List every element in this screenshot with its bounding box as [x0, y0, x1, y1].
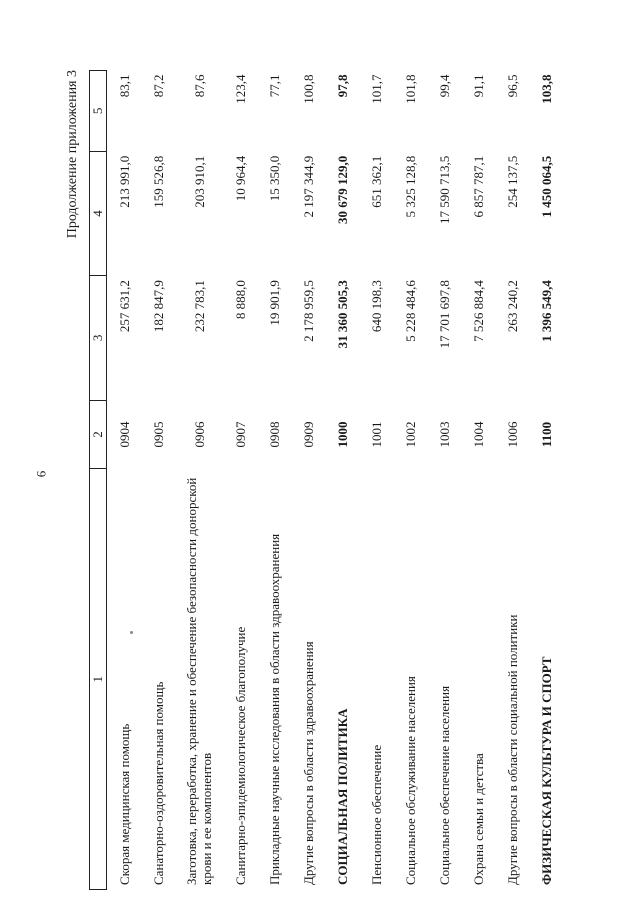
row-value-executed: 159 526,8 — [141, 151, 175, 275]
row-code: 1003 — [427, 400, 461, 469]
table-row — [291, 71, 325, 890]
row-code: 1002 — [393, 400, 427, 469]
row-value-executed: 213 991,0 — [107, 151, 142, 275]
row-name: Санитарно-эпидемиологическое благополучие — [223, 469, 257, 890]
row-value-executed: 651 362,1 — [359, 151, 393, 275]
table-body — [107, 71, 564, 890]
row-code: 1000 — [325, 400, 359, 469]
row-value-percent: 101,8 — [393, 71, 427, 152]
row-name: Заготовка, переработка, хранение и обеспечение безопасности донорской крови и ее компонентов — [175, 469, 223, 890]
table-row — [393, 71, 427, 890]
row-value-approved: 257 631,2 — [107, 276, 142, 400]
row-code: 1004 — [461, 400, 495, 469]
row-name: Другие вопросы в области социальной политики — [495, 469, 529, 890]
row-value-executed: 1 450 064,5 — [529, 151, 563, 275]
row-name: Санаторно-оздоровительная помощь — [141, 469, 175, 890]
row-name: Охрана семьи и детства — [461, 469, 495, 890]
row-name: ФИЗИЧЕСКАЯ КУЛЬТУРА И СПОРТ — [529, 469, 563, 890]
row-value-percent: 123,4 — [223, 71, 257, 152]
row-value-approved: 232 783,1 — [175, 276, 223, 400]
row-value-approved: 640 198,3 — [359, 276, 393, 400]
row-value-percent: 77,1 — [257, 71, 291, 152]
row-value-executed: 15 350,0 — [257, 151, 291, 275]
column-header: 5 — [90, 71, 107, 152]
table-row — [257, 71, 291, 890]
page-number: 6 — [33, 470, 49, 478]
row-value-executed: 254 137,5 — [495, 151, 529, 275]
row-value-executed: 5 325 128,8 — [393, 151, 427, 275]
column-header: 2 — [90, 400, 107, 469]
table-row — [529, 71, 563, 890]
row-name: Пенсионное обеспечение — [359, 469, 393, 890]
row-code: 1001 — [359, 400, 393, 469]
row-value-executed: 30 679 129,0 — [325, 151, 359, 275]
row-value-percent: 97,8 — [325, 71, 359, 152]
row-name: Социальное обеспечение населения — [427, 469, 461, 890]
table-row — [223, 71, 257, 890]
row-name: Прикладные научные исследования в области здравоохранения — [257, 469, 291, 890]
table-row — [427, 71, 461, 890]
row-value-percent: 103,8 — [529, 71, 563, 152]
row-value-executed: 6 857 787,1 — [461, 151, 495, 275]
rotated-page-content — [65, 70, 615, 890]
row-value-approved: 5 228 484,6 — [393, 276, 427, 400]
row-value-approved: 8 888,0 — [223, 276, 257, 400]
row-value-approved: 182 847,9 — [141, 276, 175, 400]
column-header: 3 — [90, 276, 107, 400]
row-value-approved: 19 901,9 — [257, 276, 291, 400]
table-row — [141, 71, 175, 890]
row-value-executed: 2 197 344,9 — [291, 151, 325, 275]
table-block — [65, 70, 615, 890]
row-value-approved: 17 701 697,8 — [427, 276, 461, 400]
row-value-percent: 96,5 — [495, 71, 529, 152]
row-code: 0907 — [223, 400, 257, 469]
row-name: Скорая медицинская помощь — [107, 469, 142, 890]
appendix-caption: Продолжение приложения 3 — [65, 70, 80, 239]
row-value-percent: 91,1 — [461, 71, 495, 152]
row-name: Другие вопросы в области здравоохранения — [291, 469, 325, 890]
row-value-percent: 100,8 — [291, 71, 325, 152]
row-value-approved: 1 396 549,4 — [529, 276, 563, 400]
table-row — [107, 71, 142, 890]
row-code: 0905 — [141, 400, 175, 469]
row-code: 0908 — [257, 400, 291, 469]
row-code: 1006 — [495, 400, 529, 469]
row-code: 0904 — [107, 400, 142, 469]
row-value-executed: 203 910,1 — [175, 151, 223, 275]
row-value-executed: 10 964,4 — [223, 151, 257, 275]
row-value-approved: 7 526 884,4 — [461, 276, 495, 400]
row-code: 0909 — [291, 400, 325, 469]
table-row — [359, 71, 393, 890]
row-name: СОЦИАЛЬНАЯ ПОЛИТИКА — [325, 469, 359, 890]
row-value-approved: 263 240,2 — [495, 276, 529, 400]
row-code: 0906 — [175, 400, 223, 469]
column-header: 1 — [90, 469, 107, 890]
row-value-executed: 17 590 713,5 — [427, 151, 461, 275]
row-value-percent: 99,4 — [427, 71, 461, 152]
column-number-row — [90, 71, 107, 890]
table-row — [461, 71, 495, 890]
table-row — [495, 71, 529, 890]
row-value-percent: 101,7 — [359, 71, 393, 152]
table-row — [325, 71, 359, 890]
budget-table — [89, 70, 563, 890]
column-header: 4 — [90, 151, 107, 275]
row-value-percent: 87,2 — [141, 71, 175, 152]
row-name: Социальное обслуживание населения — [393, 469, 427, 890]
row-value-approved: 2 178 959,5 — [291, 276, 325, 400]
table-row — [175, 71, 223, 890]
row-value-approved: 31 360 505,3 — [325, 276, 359, 400]
row-code: 1100 — [529, 400, 563, 469]
row-value-percent: 87,6 — [175, 71, 223, 152]
row-value-percent: 83,1 — [107, 71, 142, 152]
